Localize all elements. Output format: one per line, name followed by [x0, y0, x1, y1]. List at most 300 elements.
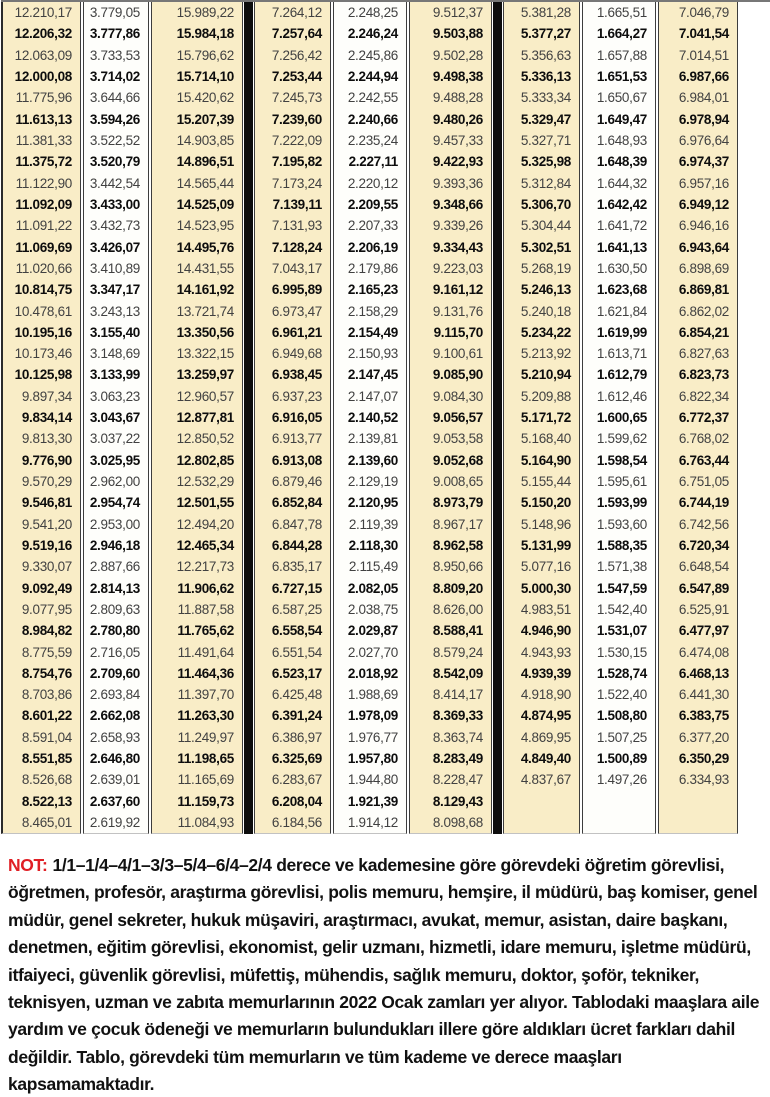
salary-cell: 5.333,34: [520, 90, 571, 106]
salary-cell: 8.754,76: [21, 665, 72, 681]
salary-cell: 12.494,20: [176, 516, 234, 532]
salary-cell: 15.714,10: [176, 69, 234, 85]
salary-cell: 2.220,12: [347, 175, 398, 191]
salary-cell: 3.426,07: [89, 239, 140, 255]
salary-cell: 8.588,41: [432, 623, 483, 639]
salary-cell: 8.984,82: [21, 623, 72, 639]
salary-cell: 6.913,08: [271, 452, 322, 468]
salary-cell: 2.246,24: [347, 26, 398, 42]
salary-cell: [659, 791, 737, 812]
salary-cell: 2.240,66: [347, 111, 398, 127]
salary-cell: 6.551,54: [271, 644, 322, 660]
salary-column: [151, 2, 243, 834]
salary-cell: 9.052,68: [432, 452, 483, 468]
salary-cell: 2.207,33: [347, 218, 398, 234]
salary-cell: 9.541,20: [21, 516, 72, 532]
salary-cell: 1.978,09: [347, 708, 398, 724]
salary-cell: 2.209,55: [347, 196, 398, 212]
salary-cell: 3.155,40: [89, 324, 140, 340]
salary-cell: 9.339,26: [432, 218, 483, 234]
salary-cell: 6.751,05: [678, 474, 729, 490]
salary-cell: 2.140,52: [347, 410, 398, 426]
salary-cell: 6.283,67: [271, 772, 322, 788]
salary-cell: 5.304,44: [520, 218, 571, 234]
salary-cell: 9.813,30: [21, 431, 72, 447]
salary-cell: 15.796,62: [176, 47, 234, 63]
salary-cell: 6.325,69: [271, 751, 322, 767]
salary-cell: 2.953,00: [89, 516, 140, 532]
salary-cell: 13.350,56: [176, 324, 234, 340]
salary-cell: 2.962,00: [89, 474, 140, 490]
salary-cell: 1.598,54: [596, 452, 647, 468]
salary-cell: 5.213,92: [520, 346, 571, 362]
salary-cell: 14.495,76: [176, 239, 234, 255]
salary-column: [658, 2, 738, 834]
salary-cell: 11.375,72: [15, 154, 72, 170]
salary-cell: 9.092,49: [21, 580, 72, 596]
salary-cell: 5.168,40: [520, 431, 571, 447]
salary-cell: 1.612,79: [596, 367, 647, 383]
salary-cell: 6.768,02: [678, 431, 729, 447]
salary-cell: 5.336,13: [520, 69, 571, 85]
salary-cell: 2.147,07: [347, 388, 398, 404]
salary-cell: 11.122,90: [15, 175, 72, 191]
salary-cell: 4.837,67: [520, 772, 571, 788]
salary-cell: 2.119,39: [348, 516, 398, 532]
salary-cell: 2.809,63: [89, 601, 140, 617]
salary-cell: 1.651,53: [596, 69, 647, 85]
salary-cell: 2.248,25: [347, 5, 398, 21]
salary-cell: 6.383,75: [678, 708, 729, 724]
salary-cell: 11.091,22: [15, 218, 72, 234]
salary-cell: 6.995,89: [271, 282, 322, 298]
salary-cell: 8.414,17: [432, 687, 483, 703]
salary-cell: 9.084,30: [432, 388, 483, 404]
salary-cell: 12.501,55: [176, 495, 234, 511]
salary-cell: 3.433,00: [89, 196, 140, 212]
salary-cell: 1.508,80: [596, 708, 647, 724]
salary-cell: 6.854,21: [678, 324, 729, 340]
salary-cell: 12.960,57: [176, 388, 234, 404]
salary-cell: 11.249,97: [177, 729, 234, 745]
salary-cell: 8.363,74: [432, 729, 483, 745]
salary-column: [83, 2, 149, 834]
salary-cell: 13.721,74: [176, 303, 234, 319]
salary-cell: 4.869,95: [520, 729, 571, 745]
salary-cell: 2.235,24: [347, 133, 398, 149]
salary-cell: 3.733,53: [89, 47, 140, 63]
salary-cell: 14.565,44: [176, 175, 234, 191]
salary-column: [333, 2, 407, 834]
salary-cell: 9.488,28: [432, 90, 483, 106]
salary-cell: 2.619,92: [89, 815, 140, 831]
salary-cell: 11.906,62: [177, 580, 234, 596]
salary-cell: 3.644,66: [89, 90, 140, 106]
salary-cell: 7.131,93: [271, 218, 322, 234]
salary-cell: 6.943,64: [678, 239, 729, 255]
salary-cell: 2.139,81: [347, 431, 398, 447]
salary-cell: 5.077,16: [520, 559, 571, 575]
salary-cell: 11.613,13: [15, 111, 72, 127]
salary-cell: 6.525,91: [678, 601, 729, 617]
salary-cell: 1.650,67: [596, 90, 647, 106]
salary-cell: 1.641,72: [596, 218, 647, 234]
salary-cell: [583, 812, 655, 833]
salary-cell: 14.523,95: [176, 218, 234, 234]
salary-cell: 2.179,86: [347, 260, 398, 276]
salary-cell: 8.591,04: [21, 729, 72, 745]
salary-cell: 5.329,47: [520, 111, 571, 127]
salary-cell: 14.903,85: [176, 133, 234, 149]
salary-cell: 6.835,17: [271, 559, 322, 575]
salary-cell: 5.164,90: [520, 452, 571, 468]
salary-cell: 2.120,95: [347, 495, 398, 511]
salary-cell: 5.155,44: [520, 474, 571, 490]
salary-cell: 5.240,18: [520, 303, 571, 319]
salary-cell: 11.397,70: [177, 687, 234, 703]
salary-cell: 11.084,93: [177, 815, 234, 831]
salary-cell: 9.457,33: [432, 133, 483, 149]
salary-cell: 5.377,27: [520, 26, 571, 42]
salary-cell: 8.579,24: [432, 644, 483, 660]
salary-cell: 11.887,58: [177, 601, 234, 617]
salary-cell: 5.209,88: [520, 388, 571, 404]
salary-cell: 4.939,39: [520, 665, 571, 681]
salary-cell: 3.347,17: [89, 282, 140, 298]
salary-cell: 2.029,87: [347, 623, 398, 639]
salary-cell: 1.547,59: [596, 580, 647, 596]
salary-cell: 3.594,26: [89, 111, 140, 127]
salary-cell: 6.973,47: [271, 303, 322, 319]
salary-cell: 7.041,54: [678, 26, 729, 42]
salary-cell: 1.621,84: [596, 303, 647, 319]
salary-cell: 8.967,17: [432, 516, 483, 532]
salary-cell: 1.599,62: [596, 431, 647, 447]
salary-cell: 2.658,93: [89, 729, 140, 745]
salary-cell: 6.822,34: [678, 388, 729, 404]
salary-cell: 7.043,17: [271, 260, 322, 276]
salary-cell: 6.987,66: [678, 69, 729, 85]
salary-cell: 12.802,85: [176, 452, 234, 468]
salary-cell: 11.092,09: [15, 196, 72, 212]
salary-cell: 1.522,40: [596, 687, 647, 703]
salary-cell: 5.150,20: [520, 495, 571, 511]
salary-cell: 6.208,04: [271, 793, 322, 809]
salary-cell: 6.913,77: [271, 431, 322, 447]
salary-cell: 6.720,34: [678, 537, 729, 553]
salary-cell: 15.207,39: [176, 111, 234, 127]
salary-cell: 3.520,79: [89, 154, 140, 170]
salary-cell: 2.129,19: [347, 474, 398, 490]
salary-cell: 6.377,20: [678, 729, 729, 745]
salary-cell: 2.646,80: [89, 751, 140, 767]
salary-cell: 1.914,12: [347, 815, 398, 831]
salary-cell: 8.703,86: [21, 687, 72, 703]
salary-cell: 12.210,17: [14, 5, 72, 21]
salary-cell: 5.327,71: [520, 133, 571, 149]
salary-cell: 9.334,43: [432, 239, 483, 255]
salary-cell: 6.978,94: [678, 111, 729, 127]
salary-cell: 11.198,65: [177, 751, 234, 767]
salary-cell: 2.165,23: [347, 282, 398, 298]
salary-cell: 1.976,77: [347, 729, 398, 745]
salary-cell: 8.973,79: [432, 495, 483, 511]
salary-cell: 1.593,60: [596, 516, 647, 532]
salary-cell: 1.623,68: [596, 282, 647, 298]
salary-cell: 5.210,94: [520, 367, 571, 383]
salary-cell: 11.775,96: [15, 90, 72, 106]
salary-cell: 1.542,40: [596, 601, 647, 617]
salary-cell: 8.369,33: [432, 708, 483, 724]
salary-cell: 8.551,85: [21, 751, 72, 767]
salary-cell: 1.657,88: [596, 47, 647, 63]
salary-cell: 6.852,84: [271, 495, 322, 511]
column-group: [1, 2, 243, 834]
salary-cell: 2.154,49: [347, 324, 398, 340]
salary-cell: 6.916,05: [271, 410, 322, 426]
salary-cell: 11.765,62: [177, 623, 234, 639]
salary-cell: 12.465,34: [176, 537, 234, 553]
salary-cell: 3.243,13: [89, 303, 140, 319]
salary-cell: 6.744,19: [678, 495, 729, 511]
salary-cell: 8.962,58: [432, 537, 483, 553]
salary-cell: 6.742,56: [678, 516, 729, 532]
salary-cell: 3.432,73: [89, 218, 140, 234]
salary-cell: 5.246,13: [520, 282, 571, 298]
salary-cell: 1.648,93: [596, 133, 647, 149]
salary-column: [409, 2, 492, 834]
salary-cell: 7.239,60: [271, 111, 322, 127]
salary-cell: 1.595,61: [596, 474, 647, 490]
salary-cell: 1.600,65: [596, 410, 647, 426]
salary-cell: 6.957,16: [678, 175, 729, 191]
salary-cell: 12.877,81: [176, 410, 234, 426]
salary-cell: 7.195,82: [271, 154, 322, 170]
salary-cell: 12.206,32: [14, 26, 72, 42]
salary-cell: 1.531,07: [596, 623, 647, 639]
salary-cell: 15.420,62: [176, 90, 234, 106]
salary-cell: 2.139,60: [347, 452, 398, 468]
salary-cell: 3.777,86: [89, 26, 140, 42]
salary-cell: 6.949,12: [678, 196, 729, 212]
salary-cell: 1.530,15: [596, 644, 647, 660]
salary-cell: 1.497,26: [596, 772, 647, 788]
salary-cell: 5.171,72: [520, 410, 571, 426]
salary-cell: 10.195,16: [14, 324, 72, 340]
salary-cell: 6.727,15: [271, 580, 322, 596]
salary-cell: 9.502,28: [432, 47, 483, 63]
salary-cell: 9.512,37: [432, 5, 483, 21]
salary-cell: 6.961,21: [271, 324, 322, 340]
salary-cell: 11.069,69: [15, 239, 72, 255]
salary-cell: 1.665,51: [596, 5, 647, 21]
salary-cell: 2.082,05: [347, 580, 398, 596]
salary-cell: 9.422,93: [432, 154, 483, 170]
salary-cell: 6.974,37: [678, 154, 729, 170]
salary-cell: 9.519,16: [21, 537, 72, 553]
salary-cell: 6.468,13: [678, 665, 729, 681]
salary-cell: 2.693,84: [89, 687, 140, 703]
salary-cell: 3.043,67: [89, 410, 140, 426]
salary-cell: 1.644,32: [596, 175, 647, 191]
salary-cell: 5.234,22: [520, 324, 571, 340]
salary-cell: 5.131,99: [520, 537, 571, 553]
salary-cell: 6.847,78: [271, 516, 322, 532]
salary-cell: 11.263,30: [177, 708, 234, 724]
salary-cell: 1.500,89: [596, 751, 647, 767]
salary-cell: 2.244,94: [347, 69, 398, 85]
salary-cell: 8.775,59: [21, 644, 72, 660]
salary-cell: 11.020,66: [15, 260, 72, 276]
salary-cell: 4.849,40: [520, 751, 571, 767]
salary-cell: 2.115,49: [348, 559, 398, 575]
salary-cell: 14.525,09: [176, 196, 234, 212]
salary-cell: 5.312,84: [520, 175, 571, 191]
salary-cell: 1.613,71: [596, 346, 647, 362]
salary-cell: 2.242,55: [347, 90, 398, 106]
salary-cell: 7.222,09: [271, 133, 322, 149]
salary-cell: [659, 812, 737, 833]
salary-cell: 1.649,47: [596, 111, 647, 127]
salary-cell: 8.542,09: [432, 665, 483, 681]
salary-cell: 9.834,14: [21, 410, 72, 426]
salary-cell: 1.630,50: [596, 260, 647, 276]
salary-cell: 7.264,12: [271, 5, 322, 21]
salary-cell: 1.588,35: [596, 537, 647, 553]
salary-cell: 9.330,07: [21, 559, 72, 575]
salary-cell: 3.714,02: [89, 69, 140, 85]
salary-cell: 6.334,93: [678, 772, 729, 788]
salary-cell: 2.227,11: [348, 154, 398, 170]
salary-cell: 8.601,22: [21, 708, 72, 724]
salary-cell: 6.477,97: [678, 623, 729, 639]
salary-cell: 6.425,48: [271, 687, 322, 703]
salary-cell: 5.306,70: [520, 196, 571, 212]
salary-cell: 9.053,58: [432, 431, 483, 447]
salary-cell: 15.989,22: [176, 5, 234, 21]
salary-cell: 9.077,95: [21, 601, 72, 617]
note-text: 1/1–1/4–4/1–3/3–5/4–6/4–2/4 derece ve kademesine göre görevdeki öğretim görevlisi, öğretmen, profesör, araştırma görevlisi, polis memuru, hemşire, il müdürü, baş komiser, genel müdür, genel sekreter, hukuk müşaviri, araştırmacı, avukat, memur, asistan, daire başkanı, denetmen, eğitim görevlisi, ekonomist, gelir uzmanı, hizmetli, idare memuru, işletme müdürü, itfaiyeci, güvenlik görevlisi, müfettiş, mühendis, sağlık memuru, doktor, şoför, tekniker, teknisyen, uzman ve zabıta memurlarının 2022 Ocak zamları yer alıyor. Tablodaki maaşlara aile yardım ve çocuk ödeneği ve memurların bulundukları illere göre aldıkları ücret farkları dahil değildir. Tablo, görevdeki tüm memurların ve tüm kademe ve derece maaşları kapsamamaktadır.: [8, 855, 760, 1095]
salary-cell: 9.131,76: [432, 303, 483, 319]
salary-cell: 7.173,24: [271, 175, 322, 191]
salary-cell: 11.381,33: [15, 133, 72, 149]
salary-cell: 8.465,01: [21, 815, 72, 831]
salary-cell: 1.944,80: [347, 772, 398, 788]
salary-cell: 9.100,61: [432, 346, 483, 362]
salary-cell: 6.946,16: [678, 218, 729, 234]
salary-cell: 9.348,66: [432, 196, 483, 212]
salary-cell: 6.648,54: [678, 559, 729, 575]
salary-cell: 2.206,19: [347, 239, 398, 255]
salary-cell: 1.641,13: [596, 239, 647, 255]
salary-column: [503, 2, 580, 834]
salary-cell: 2.637,60: [89, 793, 140, 809]
salary-cell: 6.587,25: [271, 601, 322, 617]
salary-cell: 3.442,54: [89, 175, 140, 191]
salary-cell: 7.256,42: [271, 47, 322, 63]
salary-cell: 6.523,17: [271, 665, 322, 681]
salary-cell: 9.085,90: [432, 367, 483, 383]
salary-cell: 4.943,93: [520, 644, 571, 660]
salary-cell: 6.862,02: [678, 303, 729, 319]
salary-cell: 6.350,29: [678, 751, 729, 767]
salary-cell: 7.014,51: [678, 47, 729, 63]
group-divider-bar: [244, 2, 253, 834]
column-group: [254, 2, 492, 834]
salary-cell: 2.887,66: [89, 559, 140, 575]
group-divider-bar: [493, 2, 502, 834]
salary-cell: 7.128,24: [271, 239, 322, 255]
salary-cell: 2.027,70: [347, 644, 398, 660]
salary-cell: 4.918,90: [520, 687, 571, 703]
salary-cell: 6.474,08: [678, 644, 729, 660]
salary-cell: 6.984,01: [678, 90, 729, 106]
salary-cell: 7.253,44: [271, 69, 322, 85]
salary-cell: 8.283,49: [432, 751, 483, 767]
salary-cell: 8.626,00: [432, 601, 483, 617]
salary-cell: 3.133,99: [89, 367, 140, 383]
salary-cell: 6.937,23: [271, 388, 322, 404]
salary-cell: 1.528,74: [596, 665, 647, 681]
salary-cell: [583, 791, 655, 812]
salary-cell: 3.063,23: [89, 388, 140, 404]
salary-cell: 11.464,36: [177, 665, 234, 681]
salary-cell: 7.139,11: [272, 196, 322, 212]
salary-cell: 9.056,57: [432, 410, 483, 426]
salary-cell: 4.946,90: [520, 623, 571, 639]
salary-cell: 9.503,88: [432, 26, 483, 42]
salary-cell: 1.664,27: [596, 26, 647, 42]
salary-cell: 11.165,69: [177, 772, 234, 788]
salary-cell: 8.098,68: [432, 815, 483, 831]
salary-cell: [504, 812, 579, 833]
salary-cell: 6.976,64: [678, 133, 729, 149]
salary-cell: 3.410,89: [89, 260, 140, 276]
column-group: [503, 2, 738, 834]
salary-cell: 5.148,96: [520, 516, 571, 532]
salary-cell: 6.869,81: [678, 282, 729, 298]
salary-cell: 2.147,45: [347, 367, 398, 383]
salary-cell: 11.159,73: [177, 793, 234, 809]
salary-cell: 12.217,73: [176, 559, 234, 575]
salary-cell: 1.571,38: [596, 559, 647, 575]
salary-cell: 2.954,74: [89, 495, 140, 511]
salary-cell: 2.709,60: [89, 665, 140, 681]
salary-cell: 5.356,63: [520, 47, 571, 63]
salary-cell: 1.507,25: [596, 729, 647, 745]
salary-cell: 13.259,97: [176, 367, 234, 383]
salary-cell: 2.716,05: [89, 644, 140, 660]
salary-cell: 9.393,36: [432, 175, 483, 191]
salary-cell: 7.257,64: [271, 26, 322, 42]
salary-cell: 2.780,80: [89, 623, 140, 639]
salary-cell: 6.823,73: [678, 367, 729, 383]
salary-cell: 12.850,52: [176, 431, 234, 447]
salary-cell: 10.125,98: [14, 367, 72, 383]
salary-cell: 12.063,09: [14, 47, 72, 63]
salary-cell: 6.898,69: [678, 260, 729, 276]
salary-cell: 8.809,20: [432, 580, 483, 596]
salary-cell: 2.158,29: [347, 303, 398, 319]
salary-cell: 6.763,44: [678, 452, 729, 468]
salary-cell: 3.522,52: [89, 133, 140, 149]
salary-cell: 9.480,26: [432, 111, 483, 127]
salary-cell: 2.245,86: [347, 47, 398, 63]
salary-table: [1, 0, 770, 834]
salary-cell: 8.228,47: [432, 772, 483, 788]
salary-cell: 5.325,98: [520, 154, 571, 170]
salary-cell: 1.619,99: [596, 324, 647, 340]
